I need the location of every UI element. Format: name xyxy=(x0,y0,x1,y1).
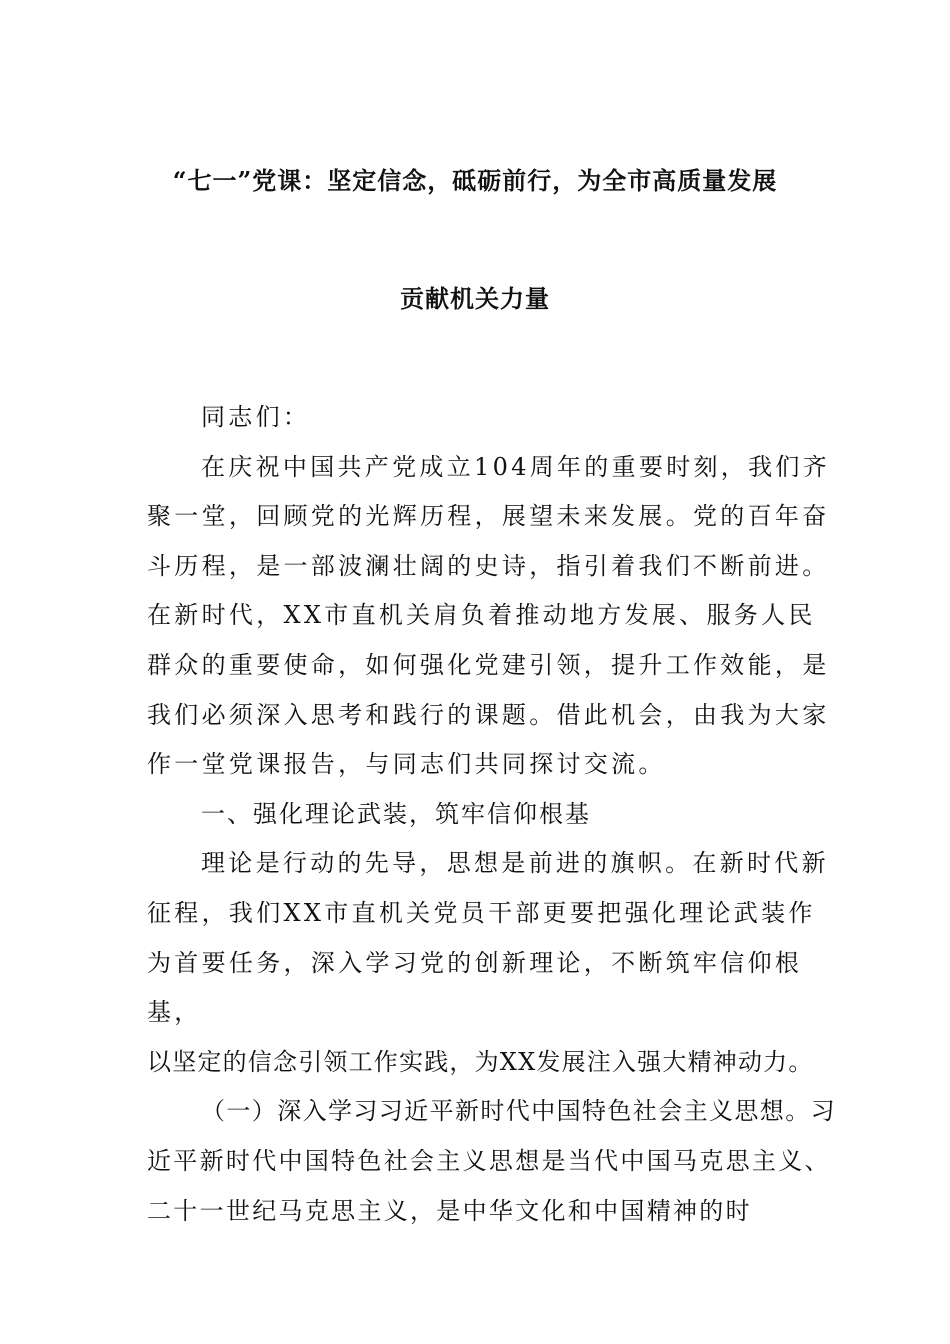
section-heading-1: 一、强化理论武装，筑牢信仰根基 xyxy=(201,799,591,828)
paragraph-intro: 在庆祝中国共产党成立104周年的重要时刻，我们齐聚一堂，回顾党的光辉历程，展望未来发展。党的百年奋斗历程，是一部波澜壮阔的史诗，指引着我们不断前进。在新时代，XX市直机关肩负着推动地方发展、服务人民群众的重要使命，如何强化党建引领，提升工作效能，是我们必须深入思考和践行的课题。借此机会，由我为大家作一堂党课报告，与同志们共同探讨交流。 xyxy=(147,452,831,779)
paragraph-theory xyxy=(147,839,837,1087)
paragraph-theory-part-2: 以坚定的信念引领工作实践，为XX发展注入强大精神动力。 xyxy=(147,1047,814,1076)
paragraph-theory-part-1: 理论是行动的先导，思想是前进的旗帜。在新时代新征程，我们XX市直机关党员干部更要把强化理论武装作为首要任务，深入学习党的创新理论，不断筑牢信仰根基， xyxy=(147,849,829,1027)
document-title-line-2: 贡献机关力量 xyxy=(400,284,550,313)
subsection-paragraph xyxy=(147,1087,847,1236)
subsection-heading-1: （一）深入学习习近平新时代中国特色社会主义思想。 xyxy=(201,1097,811,1126)
document-title-line-1: “七一”党课：坚定信念，砥砺前行，为全市高质量发展 xyxy=(172,166,778,195)
paragraph-xi-thought: 习近平新时代中国特色社会主义思想是当代中国马克思主义、二十一世纪马克思主义，是中华文化和中国精神的时 xyxy=(147,1097,837,1225)
salutation: 同志们： xyxy=(201,403,311,431)
document-body xyxy=(147,393,837,1236)
